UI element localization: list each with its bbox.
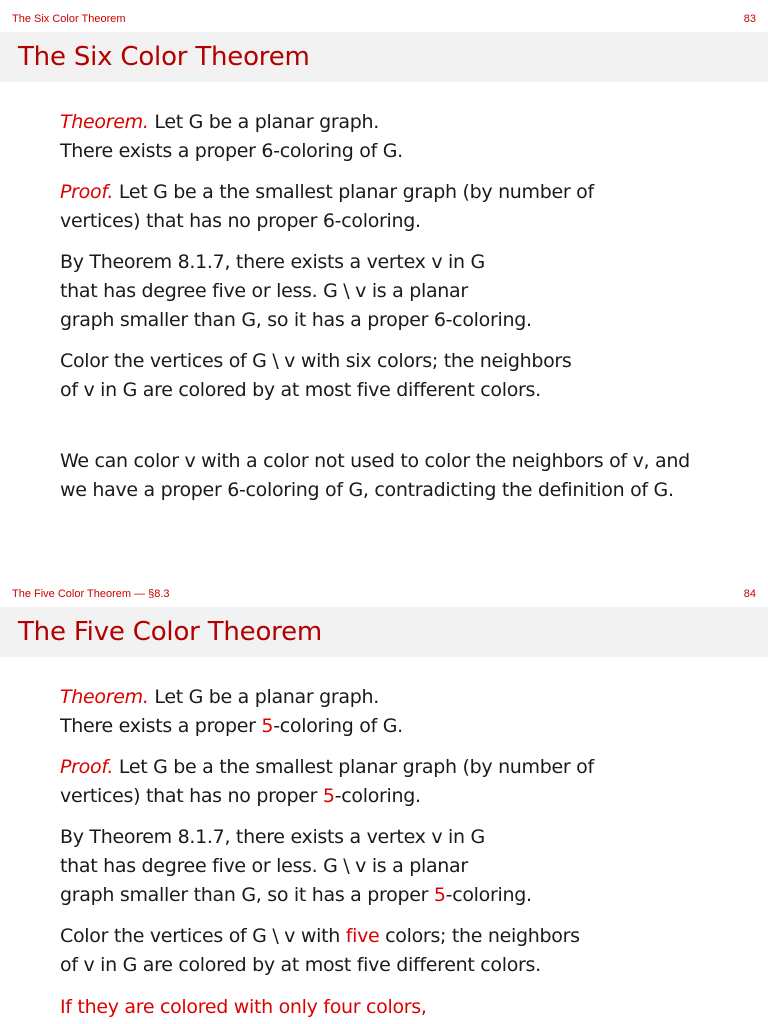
paragraph-line: -coloring.	[445, 884, 532, 906]
theorem-text: There exists a proper	[60, 715, 262, 737]
paragraph-line: By Theorem 8.1.7, there exists a vertex v in G	[60, 826, 485, 848]
theorem-label: Theorem.	[60, 111, 149, 133]
title-band	[0, 607, 768, 657]
coloring-paragraph	[60, 922, 580, 980]
section-label: The Six Color Theorem	[12, 13, 126, 25]
proof-text: Let G be a the smallest planar graph (by number of	[113, 756, 594, 778]
proof-paragraph	[60, 178, 594, 236]
proof-label: Proof.	[60, 756, 114, 778]
paragraph-line: graph smaller than G, so it has a proper	[60, 884, 434, 906]
highlight-number: 5	[261, 715, 274, 737]
paragraph-line: If they are colored with only four colors,	[60, 996, 427, 1018]
highlight-number: 5	[433, 884, 446, 906]
degree-paragraph	[60, 248, 532, 335]
proof-label: Proof.	[60, 181, 114, 203]
proof-paragraph	[60, 753, 594, 811]
slide-header	[0, 0, 768, 32]
theorem-text: There exists a proper 6-coloring of G.	[60, 140, 403, 162]
slide-title: The Five Color Theorem	[18, 617, 323, 647]
theorem-text: Let G be a planar graph.	[148, 111, 380, 133]
theorem-label: Theorem.	[60, 686, 149, 708]
proof-text: vertices) that has no proper	[60, 785, 323, 807]
proof-text: Let G be a the smallest planar graph (by number of	[113, 181, 594, 203]
section-label: The Five Color Theorem — §8.3	[12, 588, 170, 600]
paragraph-line: that has degree five or less. G \ v is a planar	[60, 280, 468, 302]
paragraph-line: colors; the neighbors	[379, 925, 580, 947]
title-band	[0, 32, 768, 82]
paragraph-line: Color the vertices of G \ v with	[60, 925, 346, 947]
paragraph-line: that has degree five or less. G \ v is a planar	[60, 855, 468, 877]
theorem-text: -coloring of G.	[273, 715, 403, 737]
conclusion-paragraph	[60, 447, 690, 505]
paragraph-line: Color the vertices of G \ v with six colors; the neighbors	[60, 350, 572, 372]
slide-title: The Six Color Theorem	[18, 42, 310, 72]
paragraph-line: of v in G are colored by at most five different colors.	[60, 379, 541, 401]
paragraph-line: we have a proper 6-coloring of G, contradicting the definition of G.	[60, 479, 674, 501]
slide-84	[0, 575, 768, 1024]
paragraph-line: graph smaller than G, so it has a proper 6-coloring.	[60, 309, 532, 331]
theorem-text: Let G be a planar graph.	[148, 686, 380, 708]
theorem-paragraph	[60, 683, 403, 741]
slide-header	[0, 575, 768, 607]
page-number: 84	[743, 588, 756, 600]
four-colors-paragraph	[60, 993, 427, 1022]
highlight-number: 5	[322, 785, 335, 807]
theorem-paragraph	[60, 108, 403, 166]
highlight-word: five	[345, 925, 380, 947]
paragraph-line: By Theorem 8.1.7, there exists a vertex v in G	[60, 251, 485, 273]
proof-text: vertices) that has no proper 6-coloring.	[60, 210, 421, 232]
proof-text: -coloring.	[334, 785, 421, 807]
degree-paragraph	[60, 823, 532, 910]
paragraph-line: We can color v with a color not used to color the neighbors of v, and	[60, 450, 690, 472]
coloring-paragraph	[60, 347, 572, 405]
paragraph-line: of v in G are colored by at most five different colors.	[60, 954, 541, 976]
page-number: 83	[743, 13, 756, 25]
